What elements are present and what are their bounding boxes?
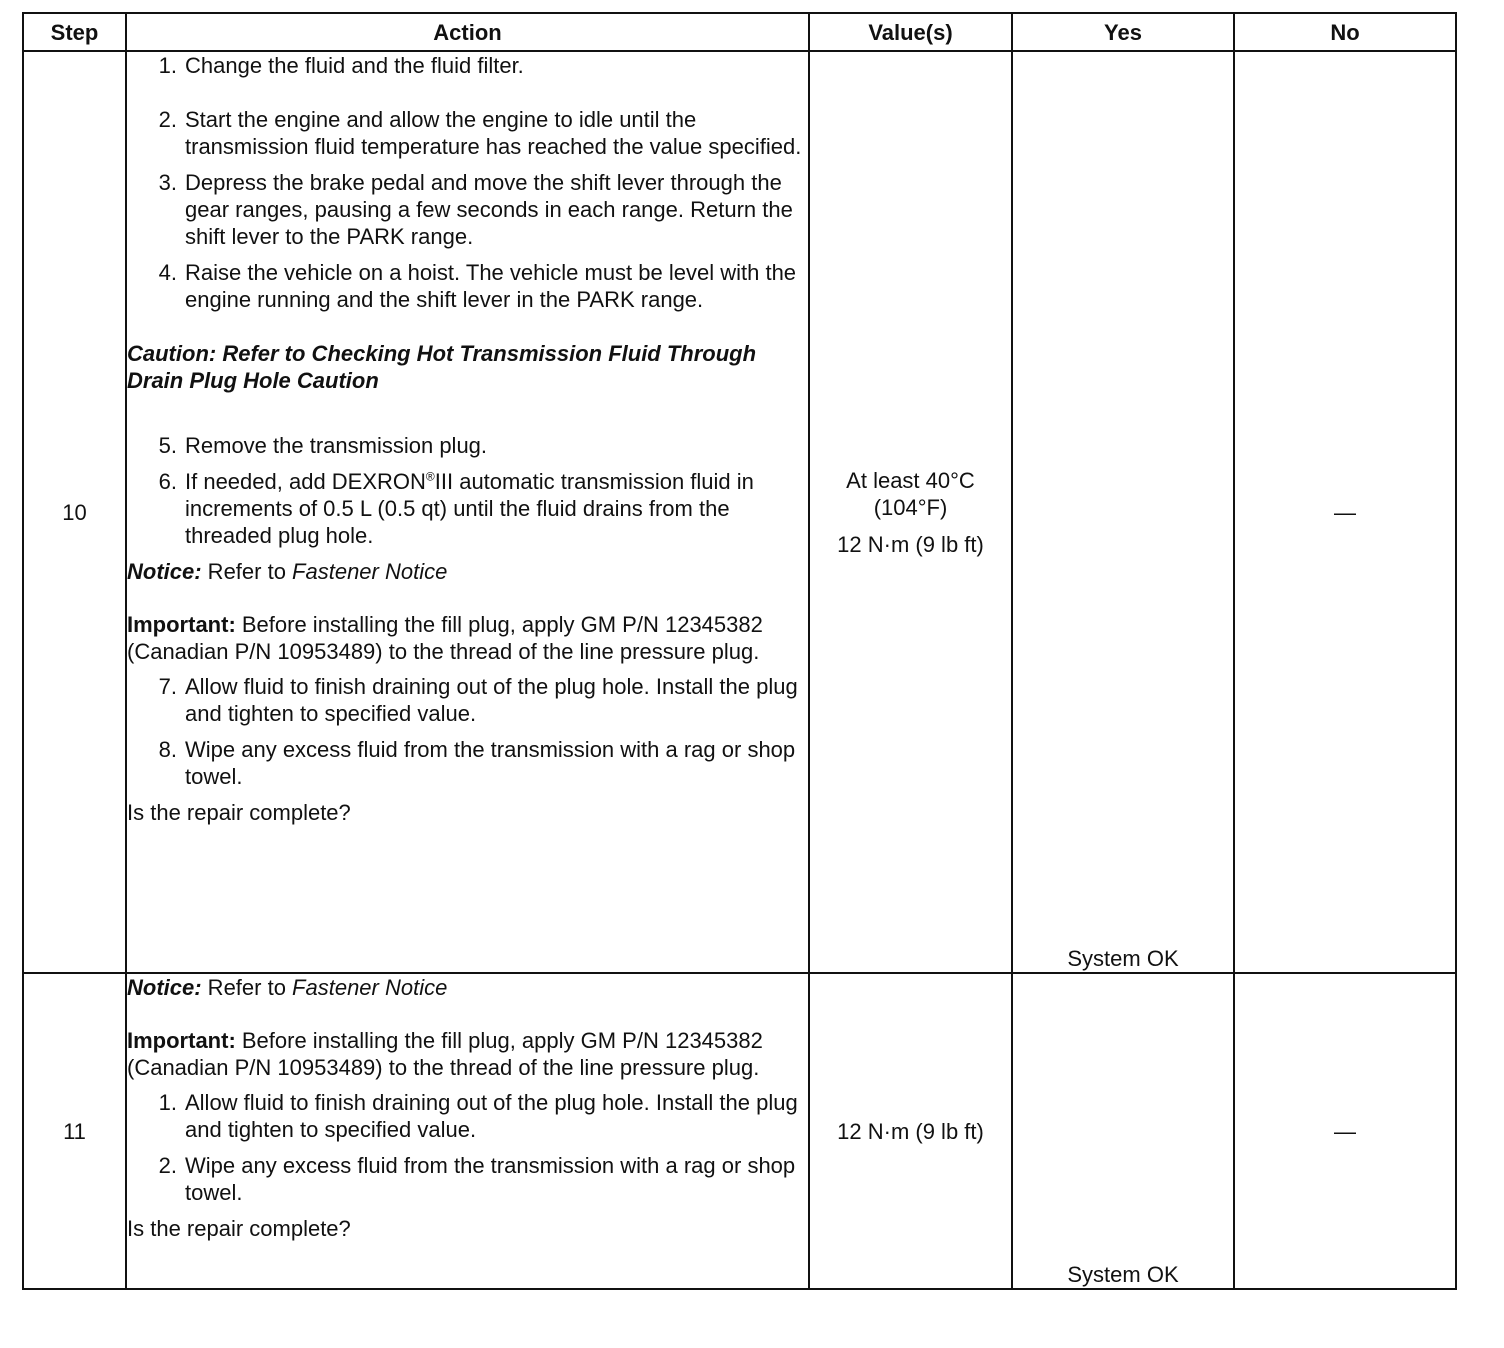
header-yes: Yes bbox=[1012, 13, 1234, 51]
yes-cell: System OK bbox=[1012, 51, 1234, 973]
important-label: Important: bbox=[127, 1028, 236, 1053]
item-text: Wipe any excess fluid from the transmission with a rag or shop towel. bbox=[185, 737, 796, 789]
values-cell bbox=[809, 973, 1012, 1289]
step-number: 10 bbox=[23, 51, 126, 973]
item-text: Change the fluid and the fluid filter. bbox=[185, 53, 524, 78]
notice-reference: Fastener Notice bbox=[292, 559, 448, 584]
diagnostic-table bbox=[22, 12, 1457, 1290]
notice-note bbox=[127, 974, 808, 1001]
caution-note: Caution: Refer to Checking Hot Transmission Fluid Through Drain Plug Hole Caution bbox=[127, 341, 757, 393]
item-text: Depress the brake pedal and move the shift lever through the gear ranges, pausing a few seconds in each range. Return the shift lever to the PARK range. bbox=[185, 170, 793, 249]
action-cell bbox=[126, 973, 809, 1289]
notice-text: Refer to bbox=[201, 559, 293, 584]
item-number: 2. bbox=[158, 1153, 177, 1178]
notice-label: Notice: bbox=[127, 559, 202, 584]
list-item bbox=[127, 432, 808, 459]
value-temperature-f: (104°F) bbox=[873, 494, 948, 520]
important-note bbox=[127, 611, 808, 665]
list-item bbox=[127, 468, 808, 549]
list-item bbox=[127, 736, 808, 790]
important-note bbox=[127, 1027, 808, 1081]
question-text: Is the repair complete? bbox=[127, 1216, 351, 1241]
value-torque: 12 N·m (9 lb ft) bbox=[837, 1118, 984, 1144]
header-action: Action bbox=[126, 13, 809, 51]
no-cell: — bbox=[1234, 973, 1456, 1289]
list-item bbox=[127, 52, 808, 79]
item-text bbox=[185, 468, 808, 549]
item-number: 8. bbox=[158, 737, 177, 762]
registered-mark: ® bbox=[425, 469, 435, 484]
item-text: Start the engine and allow the engine to idle until the transmission fluid temperature has reached the value specified. bbox=[185, 107, 802, 159]
item-text-post: III automatic transmission fluid in increments of 0.5 L (0.5 qt) until the fluid drains from the threaded plug hole. bbox=[185, 469, 754, 548]
header-row bbox=[23, 13, 1456, 51]
list-item bbox=[127, 1089, 808, 1143]
value-torque: 12 N·m (9 lb ft) bbox=[837, 531, 984, 557]
no-cell: — bbox=[1234, 51, 1456, 973]
item-text: Allow fluid to finish draining out of the plug hole. Install the plug and tighten to specified value. bbox=[185, 1090, 798, 1142]
table-row-step-11 bbox=[23, 973, 1456, 1289]
action-cell bbox=[126, 51, 809, 973]
yes-cell: System OK bbox=[1012, 973, 1234, 1289]
item-text: Wipe any excess fluid from the transmission with a rag or shop towel. bbox=[185, 1153, 796, 1205]
item-number: 3. bbox=[158, 170, 177, 195]
item-text-pre: If needed, add DEXRON bbox=[185, 469, 426, 494]
notice-text: Refer to bbox=[201, 975, 293, 1000]
notice-reference: Fastener Notice bbox=[292, 975, 448, 1000]
item-number: 1. bbox=[158, 1090, 177, 1115]
values-cell bbox=[809, 51, 1012, 973]
question-text: Is the repair complete? bbox=[127, 800, 351, 825]
list-item bbox=[127, 1152, 808, 1206]
item-number: 6. bbox=[158, 469, 177, 494]
notice-label: Notice: bbox=[127, 975, 202, 1000]
item-number: 2. bbox=[158, 107, 177, 132]
item-text: Raise the vehicle on a hoist. The vehicle must be level with the engine running and the shift lever in the PARK range. bbox=[185, 260, 797, 312]
item-number: 1. bbox=[158, 53, 177, 78]
header-no: No bbox=[1234, 13, 1456, 51]
list-item bbox=[127, 259, 808, 313]
header-values: Value(s) bbox=[809, 13, 1012, 51]
item-number: 5. bbox=[158, 433, 177, 458]
list-item bbox=[127, 169, 808, 250]
item-number: 4. bbox=[158, 260, 177, 285]
value-temperature: At least 40°C bbox=[846, 467, 975, 493]
step-number: 11 bbox=[23, 973, 126, 1289]
item-number: 7. bbox=[158, 674, 177, 699]
table-row-step-10 bbox=[23, 51, 1456, 973]
important-text: Before installing the fill plug, apply GM P/N 12345382 (Canadian P/N 10953489) to the thread of the line pressure plug. bbox=[127, 612, 763, 664]
header-step: Step bbox=[23, 13, 126, 51]
important-text: Before installing the fill plug, apply GM P/N 12345382 (Canadian P/N 10953489) to the thread of the line pressure plug. bbox=[127, 1028, 763, 1080]
important-label: Important: bbox=[127, 612, 236, 637]
notice-note bbox=[127, 558, 808, 585]
item-text: Remove the transmission plug. bbox=[185, 433, 488, 458]
list-item bbox=[127, 106, 808, 160]
item-text: Allow fluid to finish draining out of the plug hole. Install the plug and tighten to specified value. bbox=[185, 674, 798, 726]
list-item bbox=[127, 673, 808, 727]
